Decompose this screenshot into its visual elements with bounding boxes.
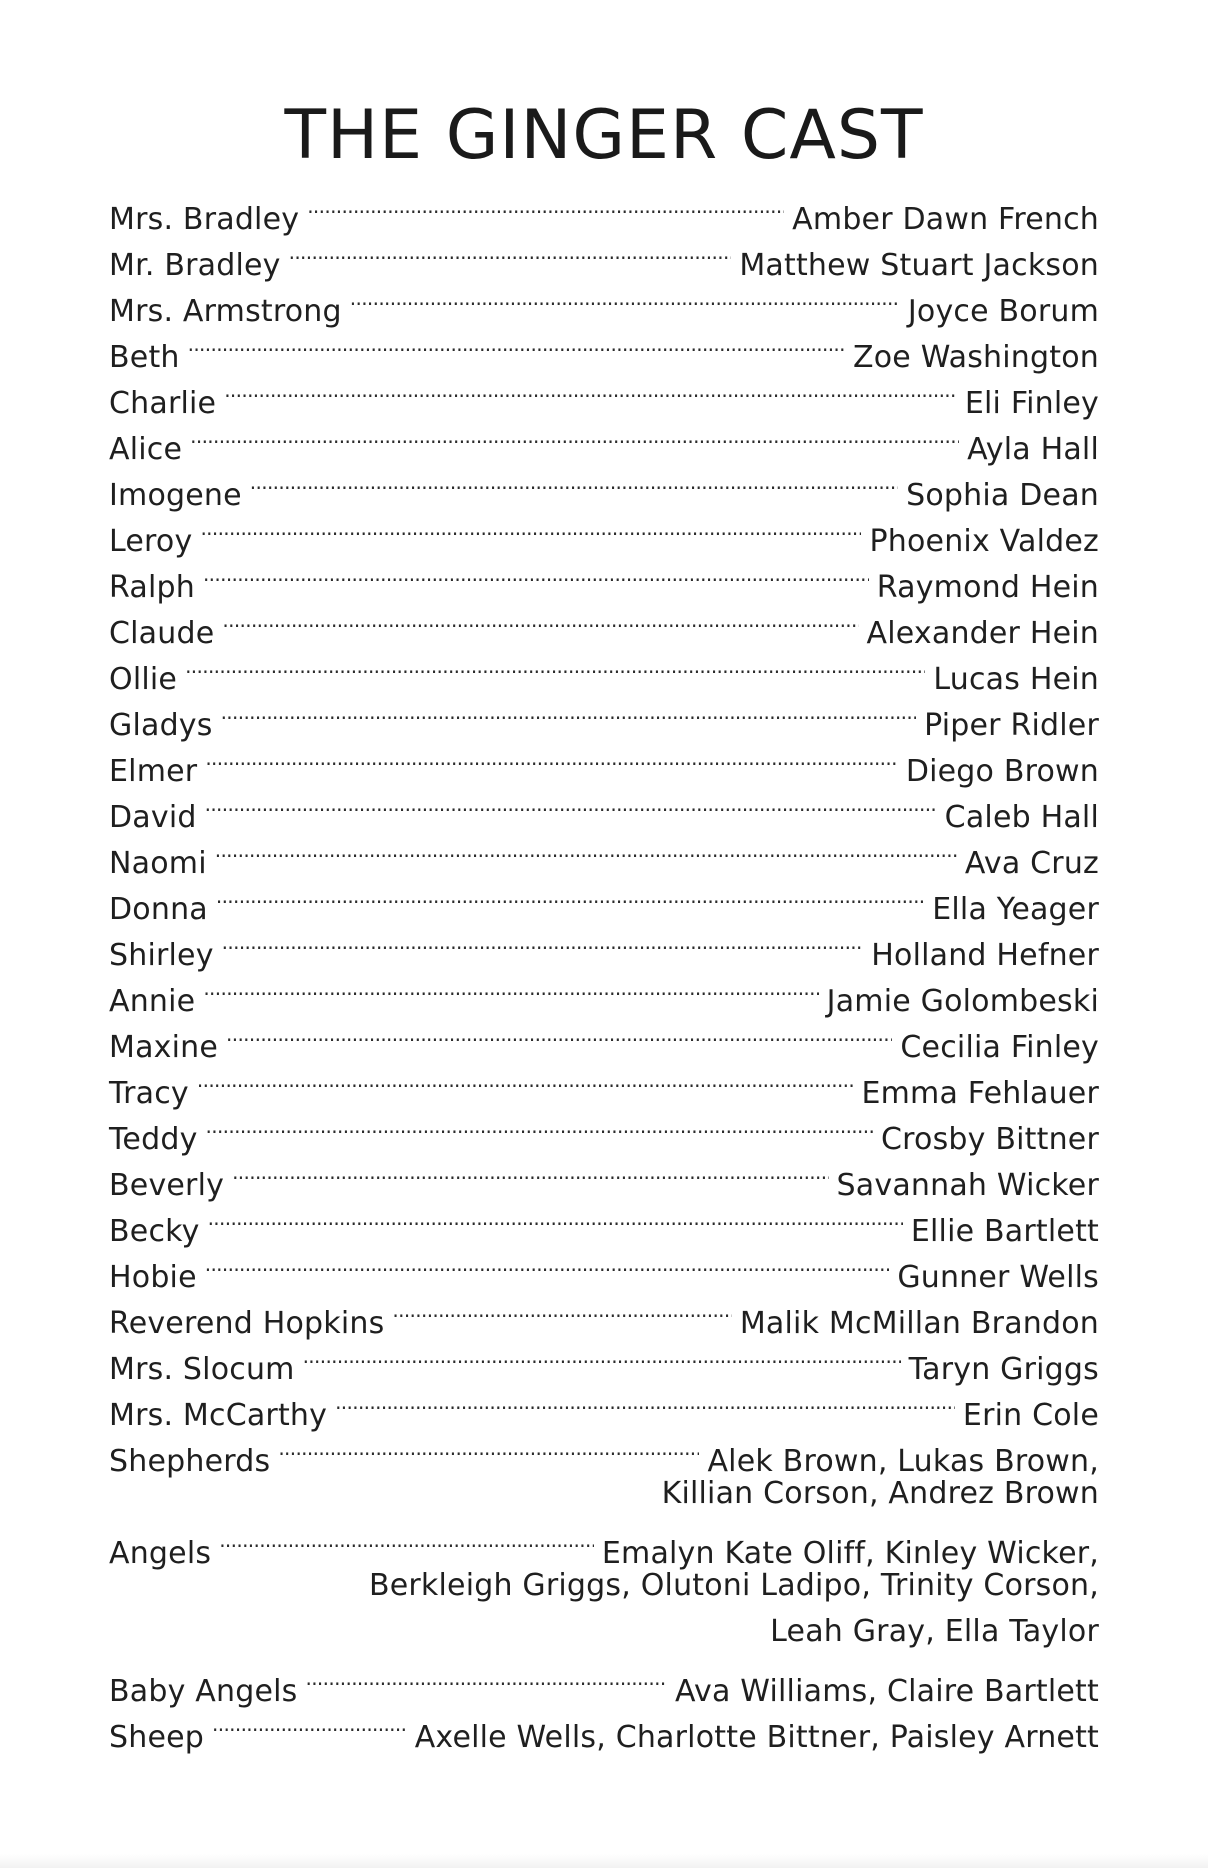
role-name: Maxine	[109, 1030, 219, 1065]
role-name: Donna	[109, 892, 208, 927]
role-name: Mrs. Armstrong	[109, 294, 342, 329]
actor-name: Ellie Bartlett	[910, 1214, 1099, 1249]
role-name: Claude	[109, 616, 215, 651]
actor-name: Piper Ridler	[924, 708, 1099, 743]
role-name: Annie	[109, 984, 196, 1019]
dot-leader	[278, 1425, 699, 1471]
role-name: Imogene	[109, 478, 242, 513]
dot-leader	[289, 229, 732, 275]
dot-leader	[350, 275, 900, 321]
cast-row	[109, 1517, 1099, 1571]
actor-name: Alek Brown, Lukas Brown,	[707, 1444, 1099, 1479]
cast-row	[109, 367, 1099, 421]
role-name: Angels	[109, 1536, 212, 1571]
dot-leader	[188, 321, 845, 367]
actor-name: Gunner Wells	[897, 1260, 1099, 1295]
actor-name: Holland Hefner	[871, 938, 1099, 973]
actor-name: Raymond Hein	[876, 570, 1099, 605]
cast-row	[109, 459, 1099, 513]
dot-leader	[203, 965, 818, 1011]
dot-leader	[307, 183, 784, 229]
role-name: Mrs. Slocum	[109, 1352, 295, 1387]
role-name: Shepherds	[109, 1444, 271, 1479]
role-name: Baby Angels	[109, 1674, 298, 1709]
dot-leader	[219, 1517, 594, 1563]
actor-name: Ava Williams, Claire Bartlett	[675, 1674, 1099, 1709]
actor-name: Joyce Borum	[907, 294, 1099, 329]
actor-name: Ava Cruz	[964, 846, 1099, 881]
page-title: THE GINGER CAST	[284, 96, 924, 175]
actor-name: Amber Dawn French	[792, 202, 1099, 237]
dot-leader	[205, 781, 937, 827]
role-name: Teddy	[109, 1122, 198, 1157]
actor-name: Ella Yeager	[932, 892, 1099, 927]
role-name: Tracy	[109, 1076, 189, 1111]
role-name: Beverly	[109, 1168, 225, 1203]
dot-leader	[205, 735, 898, 781]
cast-row	[109, 827, 1099, 881]
dot-leader	[250, 459, 898, 505]
role-name: Shirley	[109, 938, 214, 973]
dot-leader	[197, 1057, 854, 1103]
actor-name: Sophia Dean	[906, 478, 1099, 513]
actor-name-continuation: Leah Gray, Ella Taylor	[770, 1614, 1099, 1649]
actor-name: Ayla Hall	[967, 432, 1099, 467]
actor-name: Diego Brown	[905, 754, 1099, 789]
dot-leader	[224, 367, 957, 413]
dot-leader	[232, 1149, 828, 1195]
cast-row	[109, 183, 1099, 237]
dot-leader	[190, 413, 959, 459]
actor-name: Emalyn Kate Oliff, Kinley Wicker,	[601, 1536, 1099, 1571]
actor-name-continuation: Berkleigh Griggs, Olutoni Ladipo, Trinity Corson,	[368, 1568, 1099, 1603]
role-name: Mrs. McCarthy	[109, 1398, 328, 1433]
actor-name-continuation: Killian Corson, Andrez Brown	[661, 1476, 1099, 1511]
dot-leader	[205, 1241, 890, 1287]
dot-leader	[303, 1333, 901, 1379]
actor-name: Malik McMillan Brandon	[739, 1306, 1099, 1341]
actor-name: Crosby Bittner	[881, 1122, 1099, 1157]
dot-leader	[222, 597, 858, 643]
role-name: Ollie	[109, 662, 178, 697]
dot-leader	[215, 827, 957, 873]
role-name: Mrs. Bradley	[109, 202, 300, 237]
role-name: Alice	[109, 432, 183, 467]
dot-leader	[306, 1655, 668, 1701]
dot-leader	[222, 919, 864, 965]
role-name: Sheep	[109, 1720, 205, 1755]
dot-leader	[206, 1103, 873, 1149]
role-name: Elmer	[109, 754, 198, 789]
actor-name: Emma Fehlauer	[861, 1076, 1099, 1111]
role-name: Gladys	[109, 708, 213, 743]
actor-name: Matthew Stuart Jackson	[739, 248, 1099, 283]
cast-row	[109, 1655, 1099, 1709]
actor-name: Zoe Washington	[853, 340, 1099, 375]
dot-leader	[221, 689, 917, 735]
dot-leader	[226, 1011, 892, 1057]
dot-leader	[392, 1287, 731, 1333]
actor-name: Jamie Golombeski	[826, 984, 1099, 1019]
cast-row	[109, 413, 1099, 467]
actor-name: Lucas Hein	[933, 662, 1099, 697]
dot-leader	[216, 873, 924, 919]
role-name: Hobie	[109, 1260, 197, 1295]
actor-name: Eli Finley	[964, 386, 1099, 421]
actor-name: Alexander Hein	[866, 616, 1099, 651]
role-name: Becky	[109, 1214, 200, 1249]
actor-name: Axelle Wells, Charlotte Bittner, Paisley Arnett	[414, 1720, 1099, 1755]
dot-leader	[203, 551, 869, 597]
dot-leader	[212, 1701, 407, 1747]
role-name: Beth	[109, 340, 180, 375]
dot-leader	[185, 643, 925, 689]
role-name: Charlie	[109, 386, 217, 421]
role-name: Leroy	[109, 524, 193, 559]
role-name: Ralph	[109, 570, 195, 605]
cast-list	[109, 183, 1099, 1755]
role-name: Mr. Bradley	[109, 248, 281, 283]
actor-name: Erin Cole	[962, 1398, 1099, 1433]
actor-name: Taryn Griggs	[908, 1352, 1099, 1387]
dot-leader	[200, 505, 861, 551]
cast-row	[109, 873, 1099, 927]
actor-name: Phoenix Valdez	[869, 524, 1099, 559]
role-name: Reverend Hopkins	[109, 1306, 385, 1341]
actor-name: Caleb Hall	[944, 800, 1099, 835]
actor-name: Cecilia Finley	[900, 1030, 1099, 1065]
dot-leader	[208, 1195, 903, 1241]
actor-name: Savannah Wicker	[836, 1168, 1099, 1203]
role-name: David	[109, 800, 197, 835]
dot-leader	[335, 1379, 955, 1425]
role-name: Naomi	[109, 846, 207, 881]
